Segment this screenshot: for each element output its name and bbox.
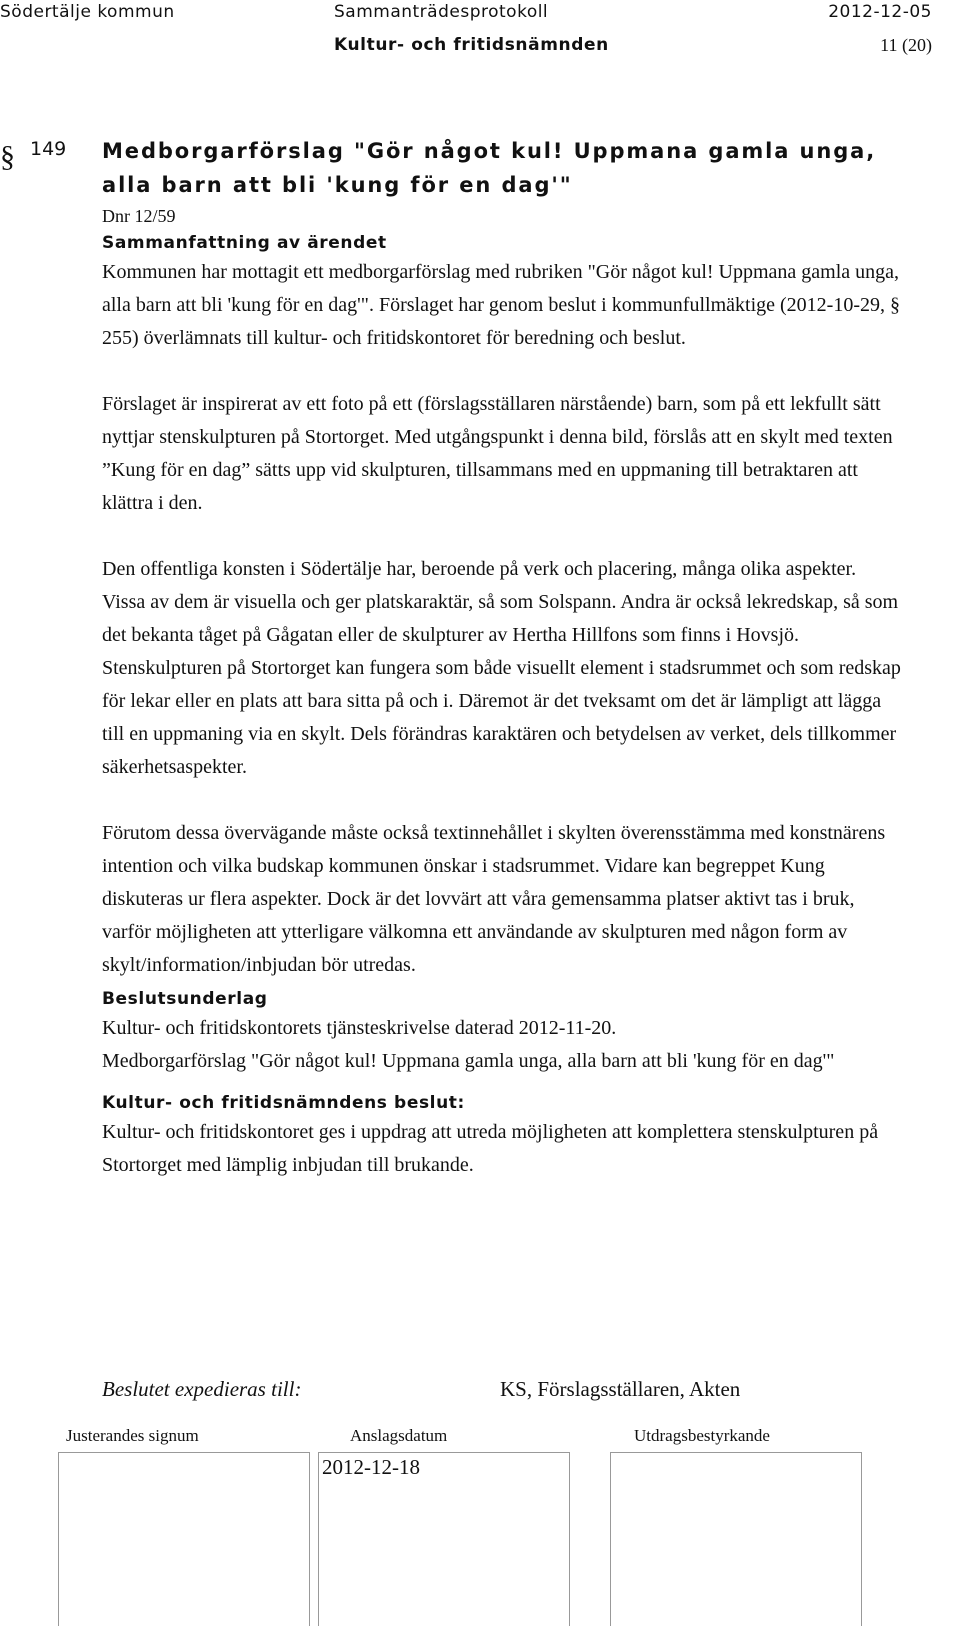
decision-text: Kultur- och fritidskontoret ges i uppdrag att utreda möjligheten att komplettera stenskulpturen på Stortorget med lämplig inbjudan till brukande. <box>102 1121 879 1176</box>
summary-paragraph-2: Förslaget är inspirerat av ett foto på ett (förslagsställaren närstående) barn, som på ett lekfullt sätt nyttjar stenskulpturen på Stortorget. Med utgångspunkt i denna bild, förslås att en skylt med texten ”Kung för en dag” sätts upp vid skulpturen, tillsammans med en uppmaning till betraktaren att klättra i den. <box>102 393 893 514</box>
footer-certification-label: Utdragsbestyrkande <box>634 1426 770 1445</box>
basis-line-2: Medborgarförslag "Gör något kul! Uppmana gamla unga, alla barn att bli 'kung för en dag'" <box>102 1050 835 1072</box>
decision-heading: Kultur- och fritidsnämndens beslut: <box>102 1093 465 1113</box>
committee-name: Kultur- och fritidsnämnden <box>334 35 609 55</box>
posting-date-value: 2012-12-18 <box>322 1455 420 1479</box>
basis-line-1: Kultur- och fritidskontorets tjänsteskrivelse daterad 2012-11-20. <box>102 1017 617 1039</box>
case-number: Dnr 12/59 <box>102 206 176 226</box>
document-type: Sammanträdesprotokoll <box>334 2 549 22</box>
page-number: 11 (20) <box>880 35 932 55</box>
summary-heading: Sammanfattning av ärendet <box>102 233 387 253</box>
footer-posting-date-label: Anslagsdatum <box>350 1426 448 1445</box>
summary-paragraph-4: Förutom dessa övervägande måste också textinnehållet i skylten överensstämma med konstnärens intention och vilka budskap kommunen önskar i stadsrummet. Vidare kan begreppet Kung diskuteras ur flera aspekter. Dock är det lovvärt att våra gemensamma platser aktivt tas i bruk, varför möjligheten att ytterligare välkomna ett användande av skulpturen med någon form av skylt/information/inbjudan bör utredas. <box>102 822 886 976</box>
item-title-line-2: alla barn att bli 'kung för en dag'" <box>102 173 573 197</box>
municipality-name: Södertälje kommun <box>0 2 175 22</box>
expedite-recipients: KS, Förslagsställaren, Akten <box>500 1377 741 1401</box>
footer-signature-label: Justerandes signum <box>66 1426 199 1445</box>
summary-paragraph-1: Kommunen har mottagit ett medborgarförslag med rubriken "Gör något kul! Uppmana gamla unga, alla barn att bli 'kung för en dag'". Förslaget har genom beslut i kommunfullmäktige (2012-10-29, § 255) överlämnats till kultur- och fritidskontoret för beredning och beslut. <box>102 261 900 349</box>
meeting-date: 2012-12-05 <box>828 2 932 22</box>
section-symbol: § <box>0 140 15 173</box>
certification-box <box>610 1452 862 1626</box>
summary-paragraph-3: Den offentliga konsten i Södertälje har, beroende på verk och placering, många olika aspekter. Vissa av dem är visuella och ger platskaraktär, så som Solspann. Andra är också lekredskap, så som det bekanta tåget på Gågatan eller de skulpturer av Hertha Hillfons som finns i Hovsjö. Stenskulpturen på Stortorget kan fungera som både visuellt element i stadsrummet och som redskap för lekar eller en plats att bara sitta på och i. Däremot är det tveksamt om det är lämpligt att lägga till en uppmaning via en skylt. Dels förändras karaktären och betydelsen av verket, dels tillkommer säkerhetsaspekter. <box>102 558 901 778</box>
item-content <box>102 134 902 1182</box>
basis-heading: Beslutsunderlag <box>102 989 268 1009</box>
item-number: 149 <box>30 138 67 160</box>
signature-box <box>58 1452 310 1626</box>
expedite-label: Beslutet expedieras till: <box>102 1377 302 1401</box>
item-title-line-1: Medborgarförslag "Gör något kul! Uppmana gamla unga, <box>102 139 877 163</box>
